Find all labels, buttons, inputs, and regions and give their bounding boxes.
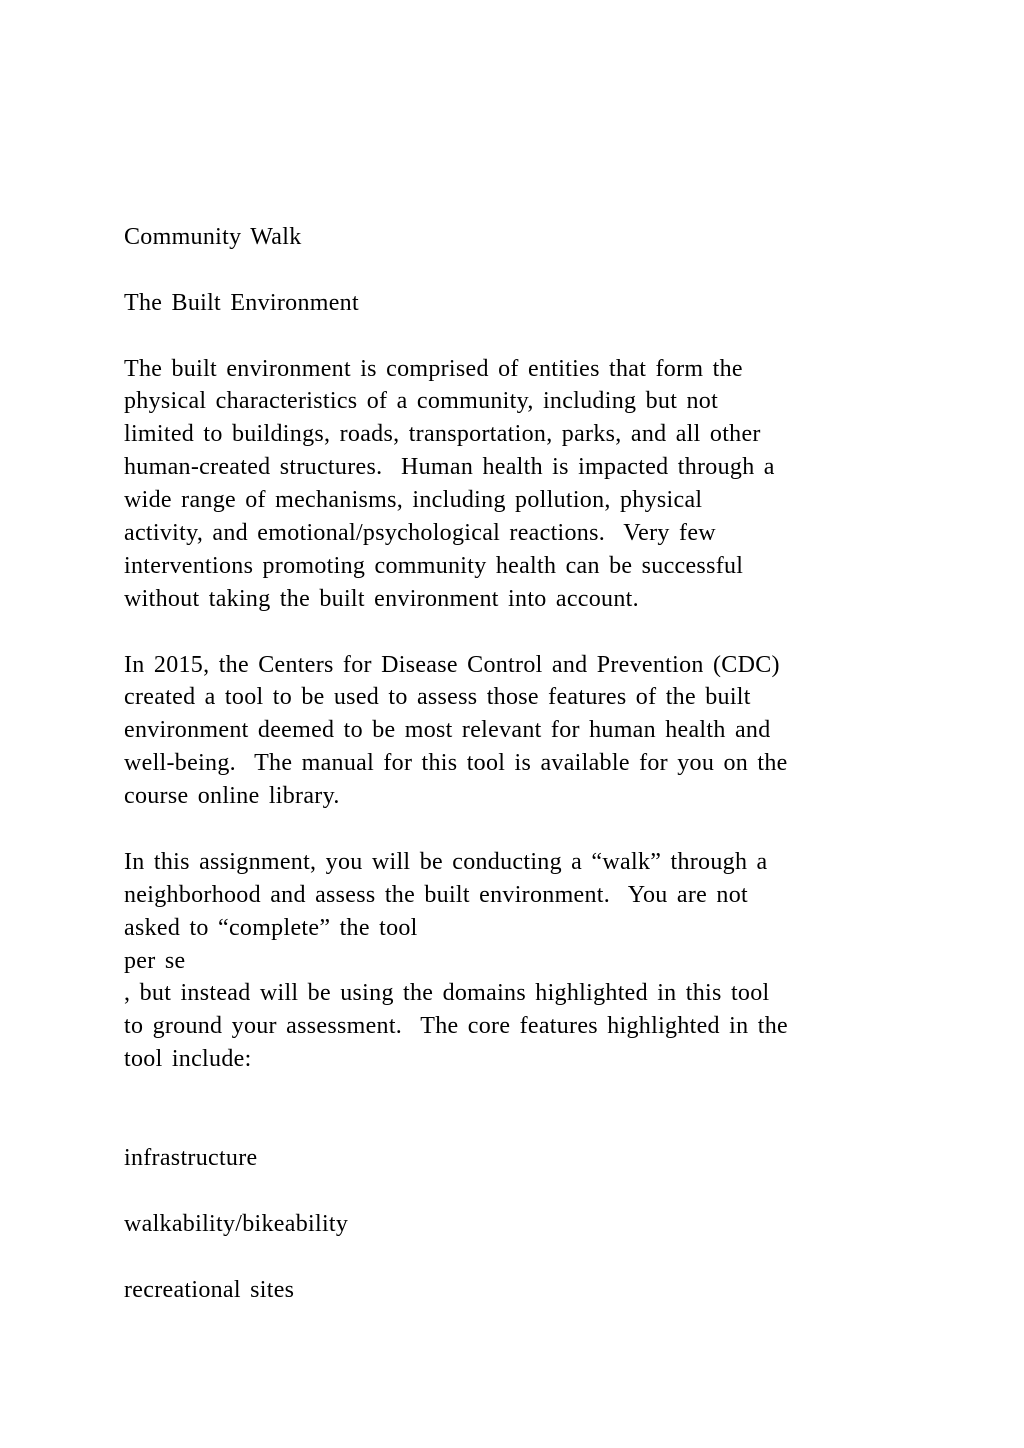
paragraph-line: physical characteristics of a community, including but not: [124, 388, 719, 415]
spacer: [124, 616, 924, 649]
spacer: [124, 320, 924, 353]
paragraph-line: The built environment is comprised of entities that form the: [124, 355, 743, 382]
feature-item: recreational sites: [124, 1276, 295, 1303]
document-title: Community Walk: [124, 224, 302, 250]
paragraph-line: human-created structures. Human health is impacted through a: [124, 454, 775, 481]
paragraph-line: per se: [124, 947, 186, 974]
paragraph-line: activity, and emotional/psychological reactions. Very few: [124, 520, 716, 547]
paragraph-line: to ground your assessment. The core features highlighted in the: [124, 1013, 788, 1040]
paragraph-line: In this assignment, you will be conducting a “walk” through a: [124, 848, 768, 875]
spacer: [124, 1241, 924, 1274]
spacer: [124, 254, 924, 287]
paragraph-line: environment deemed to be most relevant for human health and: [124, 717, 771, 744]
spacer: [124, 813, 924, 846]
feature-list: [124, 1142, 924, 1306]
paragraph-line: In 2015, the Centers for Disease Control and Prevention (CDC): [124, 651, 780, 678]
paragraph-line: wide range of mechanisms, including pollution, physical: [124, 487, 703, 514]
paragraph-cdc-tool: [124, 649, 924, 813]
spacer: [124, 1109, 924, 1142]
paragraph-line: neighborhood and assess the built environment. You are not: [124, 881, 748, 908]
feature-item: walkability/bikeability: [124, 1210, 349, 1237]
paragraph-line: course online library.: [124, 783, 340, 810]
spacer: [124, 1076, 924, 1109]
spacer: [124, 1175, 924, 1208]
paragraph-line: tool include:: [124, 1046, 252, 1073]
paragraph-line: created a tool to be used to assess those features of the built: [124, 684, 751, 711]
paragraph-assignment: [124, 846, 924, 1076]
paragraph-line: asked to “complete” the tool: [124, 914, 418, 941]
paragraph-line: interventions promoting community health can be successful: [124, 552, 744, 579]
paragraph-line: without taking the built environment into account.: [124, 585, 639, 612]
paragraph-line: , but instead will be using the domains highlighted in this tool: [124, 980, 770, 1007]
paragraph-built-environment: [124, 353, 924, 616]
section-heading: The Built Environment: [124, 289, 359, 316]
paragraph-line: well-being. The manual for this tool is available for you on the: [124, 750, 788, 777]
feature-item: infrastructure: [124, 1144, 258, 1171]
document-body: [124, 221, 924, 1306]
paragraph-line: limited to buildings, roads, transportation, parks, and all other: [124, 421, 761, 448]
